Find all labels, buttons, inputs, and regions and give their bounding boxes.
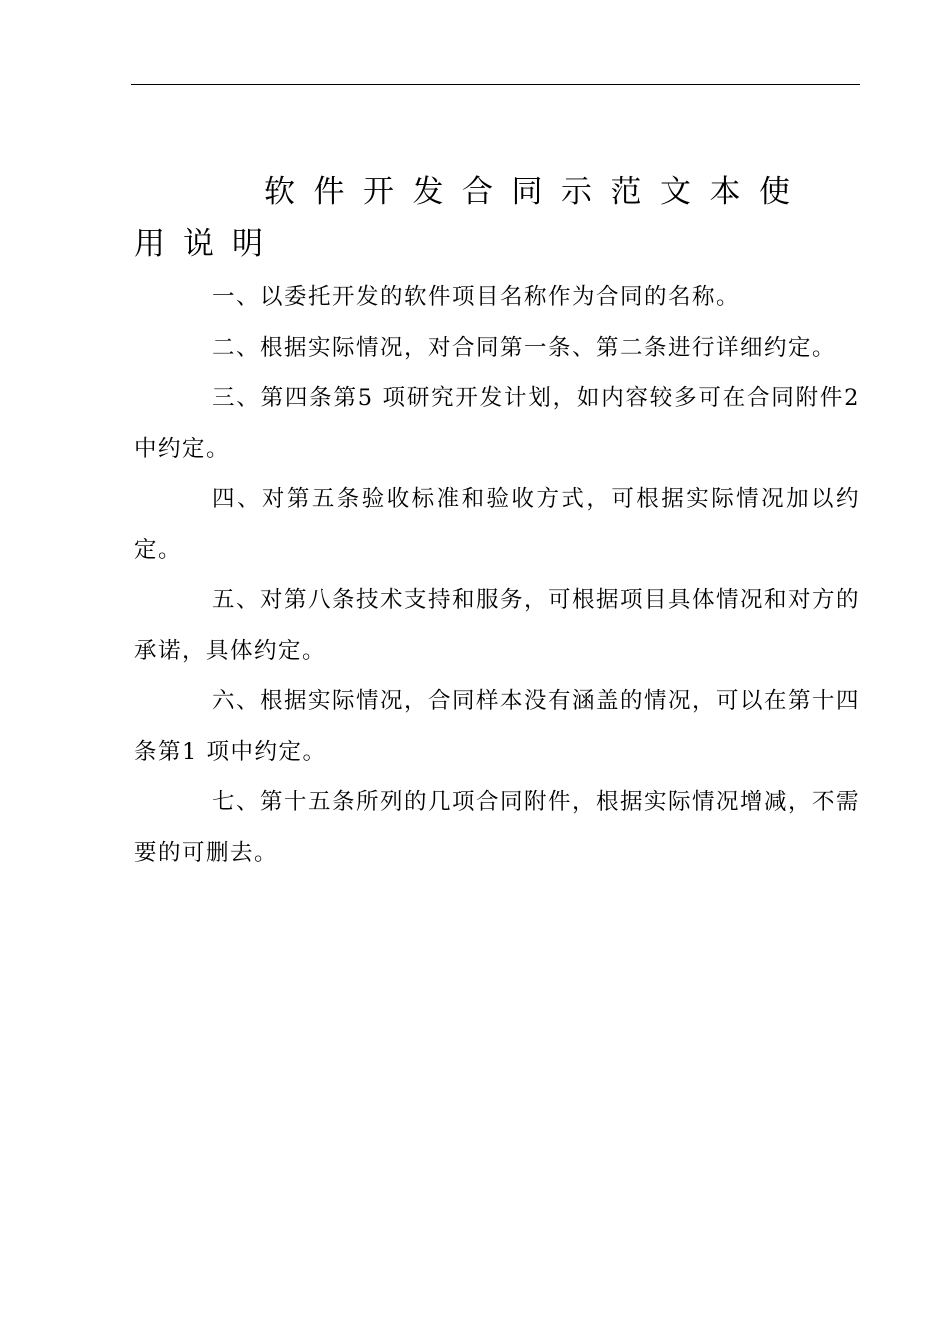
paragraph-7: 七、第十五条所列的几项合同附件，根据实际情况增减，不需要的可删去。	[134, 789, 861, 866]
header-rule	[131, 84, 860, 85]
paragraph-6: 六、根据实际情况，合同样本没有涵盖的情况，可以在第十四条第1 项中约定。	[134, 688, 861, 765]
paragraph-3: 三、第四条第5 项研究开发计划，如内容较多可在合同附件2 中约定。	[134, 385, 860, 462]
document-title-line-2: 用说明	[134, 226, 281, 262]
document-title-line-1: 软件开发合同示范文本使	[264, 174, 809, 210]
paragraph-4: 四、对第五条验收标准和验收方式，可根据实际情况加以约定。	[134, 486, 860, 563]
paragraph-2: 二、根据实际情况，对合同第一条、第二条进行详细约定。	[212, 334, 837, 361]
document-title	[134, 166, 860, 270]
paragraph-1: 一、以委托开发的软件项目名称作为合同的名称。	[212, 284, 741, 310]
paragraph-5: 五、对第八条技术支持和服务，可根据项目具体情况和对方的承诺，具体约定。	[134, 587, 861, 664]
document-body	[134, 272, 860, 878]
